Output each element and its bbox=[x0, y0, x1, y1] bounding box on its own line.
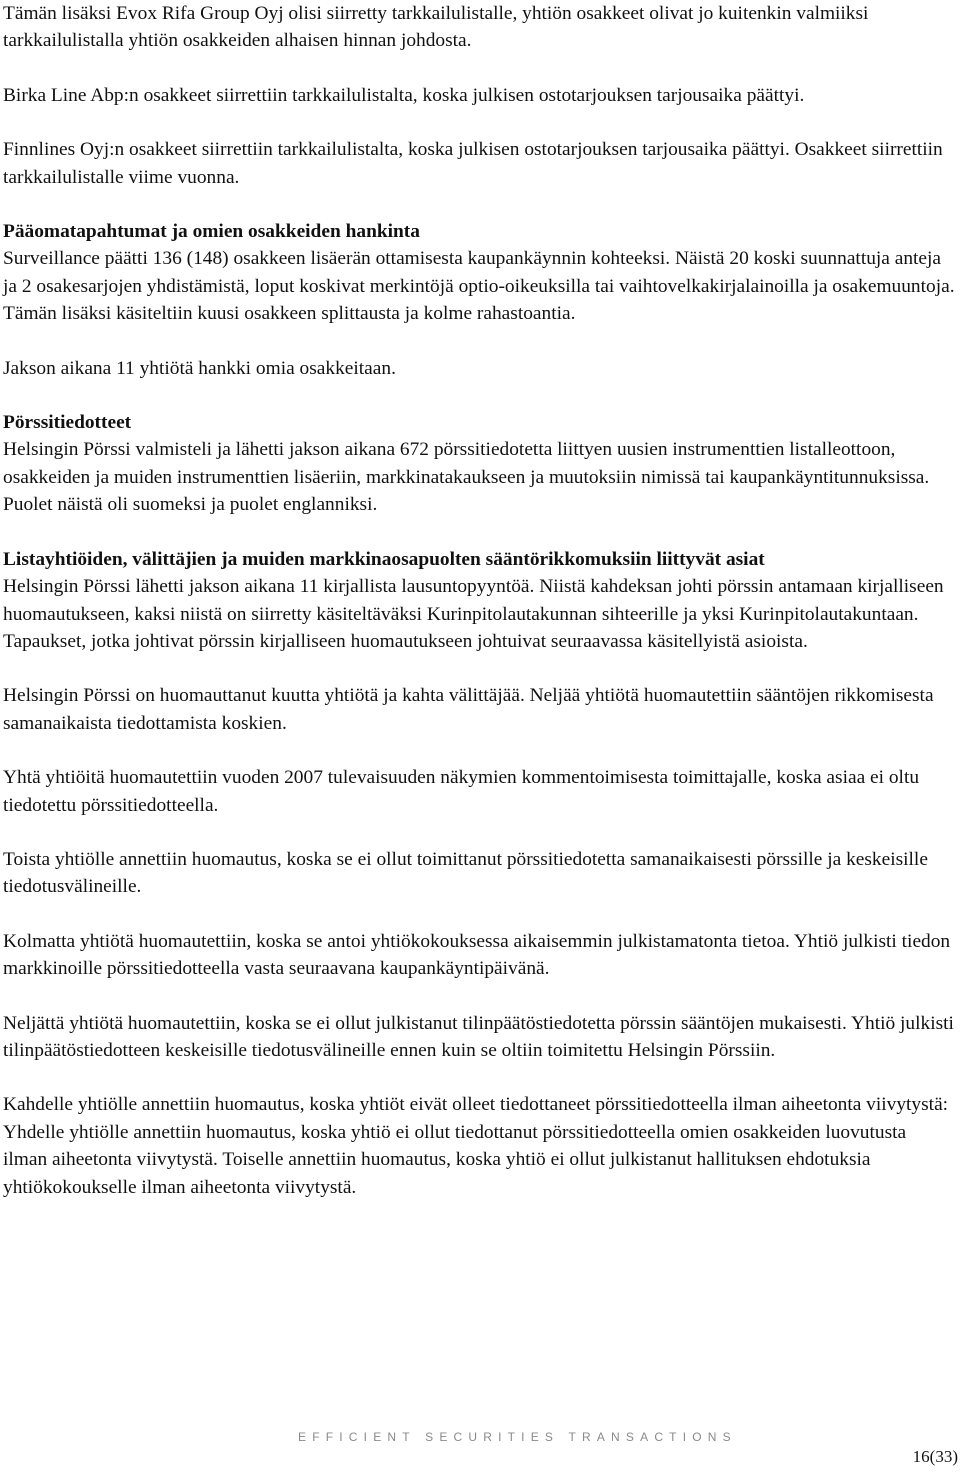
paragraph-releases: Helsingin Pörssi valmisteli ja lähetti jakson aikana 672 pörssitiedotetta liittyen uusien instrumenttien listalleottoon, osakkeiden ja muiden instrumenttien lisäeriin, markkinatakaukseen ja muutoksiin nimissä tai kaupankäyntitunnuksissa. Puolet näistä oli suomeksi ja puolet englanniksi. bbox=[3, 439, 930, 516]
heading-capital-events: Pääomatapahtumat ja omien osakkeiden hankinta bbox=[3, 221, 420, 243]
paragraph-birka-line: Birka Line Abp:n osakkeet siirrettiin tarkkailulistalta, koska julkisen ostotarjouksen tarjousaika päättyi. bbox=[3, 84, 805, 106]
paragraph-own-shares: Jakson aikana 11 yhtiötä hankki omia osakkeitaan. bbox=[3, 357, 396, 379]
paragraph-statement-requests: Helsingin Pörssi lähetti jakson aikana 11 kirjallista lausuntopyyntöä. Niistä kahdeksan johti pörssin antamaan kirjalliseen huomautukseen, kaksi niistä on siirretty käsiteltäväksi Kurinpitolautakunnan sihteerille ja yksi Kurinpitolautakuntaan. Tapaukset, jotka johtivat pörssin kirjalliseen huomautukseen johtuivat seuraavassa käsitellyistä asioista. bbox=[3, 576, 944, 652]
paragraph-evox-rifa: Tämän lisäksi Evox Rifa Group Oyj olisi siirretty tarkkailulistalle, yhtiön osakkeet olivat jo kuitenkin valmiiksi tarkkailulistalla yhtiön osakkeiden alhaisen hinnan johdosta. bbox=[3, 3, 869, 52]
paragraph-two-companies: Kahdelle yhtiölle annettiin huomautus, koska yhtiöt eivät olleet tiedottaneet pörssitiedotteella ilman aiheetonta viivytystä: Yhdelle yhtiölle annettiin huomautus, koska yhtiö ei ollut tiedottanut pörssitiedotteella omien osakkeiden luovutusta ilman aiheetonta viivytystä. Toiselle annettiin huomautus, koska yhtiö ei ollut julkistanut hallituksen ehdotuksia yhtiökokoukselle ilman aiheetonta viivytystä. bbox=[3, 1094, 949, 1198]
page-number: 16(33) bbox=[912, 1447, 958, 1466]
paragraph-surveillance: Surveillance päätti 136 (148) osakkeen lisäerän ottamisesta kaupankäynnin kohteeksi. Näistä 20 koski suunnattuja anteja ja 2 osakesarjojen yhdistämistä, loput koskivat merkintöjä optio-oikeuksilla tai vaihtovelkakirjalainoilla ja osakemuuntoja. Tämän lisäksi käsiteltiin kuusi osakkeen splittausta ja kolme rahastoantia. bbox=[3, 248, 955, 325]
paragraph-first-company: Yhtä yhtiöitä huomautettiin vuoden 2007 tulevaisuuden näkymien kommentoimisesta toimittajalle, koska asiaa ei oltu tiedotettu pörssitiedotteella. bbox=[3, 767, 920, 816]
paragraph-second-company: Toista yhtiölle annettiin huomautus, koska se ei ollut toimittanut pörssitiedotetta samanaikaisesti pörssille ja keskeisille tiedotusvälineille. bbox=[3, 848, 928, 898]
paragraph-finnlines: Finnlines Oyj:n osakkeet siirrettiin tarkkailulistalta, koska julkisen ostotarjouksen tarjousaika päättyi. Osakkeet siirrettiin tarkkailulistalle viime vuonna. bbox=[3, 139, 943, 188]
footer-brand: EFFICIENT SECURITIES TRANSACTIONS bbox=[298, 1430, 737, 1444]
document-page bbox=[3, 0, 955, 1201]
paragraph-fourth-company: Neljättä yhtiötä huomautettiin, koska se ei ollut julkistanut tilinpäätöstiedotetta pörssin sääntöjen mukaisesti. Yhtiö julkisti tilinpäätöstiedotteen keskeisille tiedotusvälineille ennen kuin se oltiin toimitettu Helsingin Pörssiin. bbox=[3, 1012, 954, 1061]
paragraph-notified-companies: Helsingin Pörssi on huomauttanut kuutta yhtiötä ja kahta välittäjää. Neljää yhtiötä huomautettiin sääntöjen rikkomisesta samanaikaista tiedottamista koskien. bbox=[3, 685, 934, 734]
heading-stock-exchange-releases: Pörssitiedotteet bbox=[3, 412, 132, 434]
paragraph-third-company: Kolmatta yhtiötä huomautettiin, koska se antoi yhtiökokouksessa aikaisemmin julkistamatonta tietoa. Yhtiö julkisti tiedon markkinoille pörssitiedotteella vasta seuraavana kaupankäyntipäivänä. bbox=[3, 930, 951, 980]
heading-rule-violations: Listayhtiöiden, välittäjien ja muiden markkinaosapuolten sääntörikkomuksiin liittyvät asiat bbox=[3, 548, 765, 570]
